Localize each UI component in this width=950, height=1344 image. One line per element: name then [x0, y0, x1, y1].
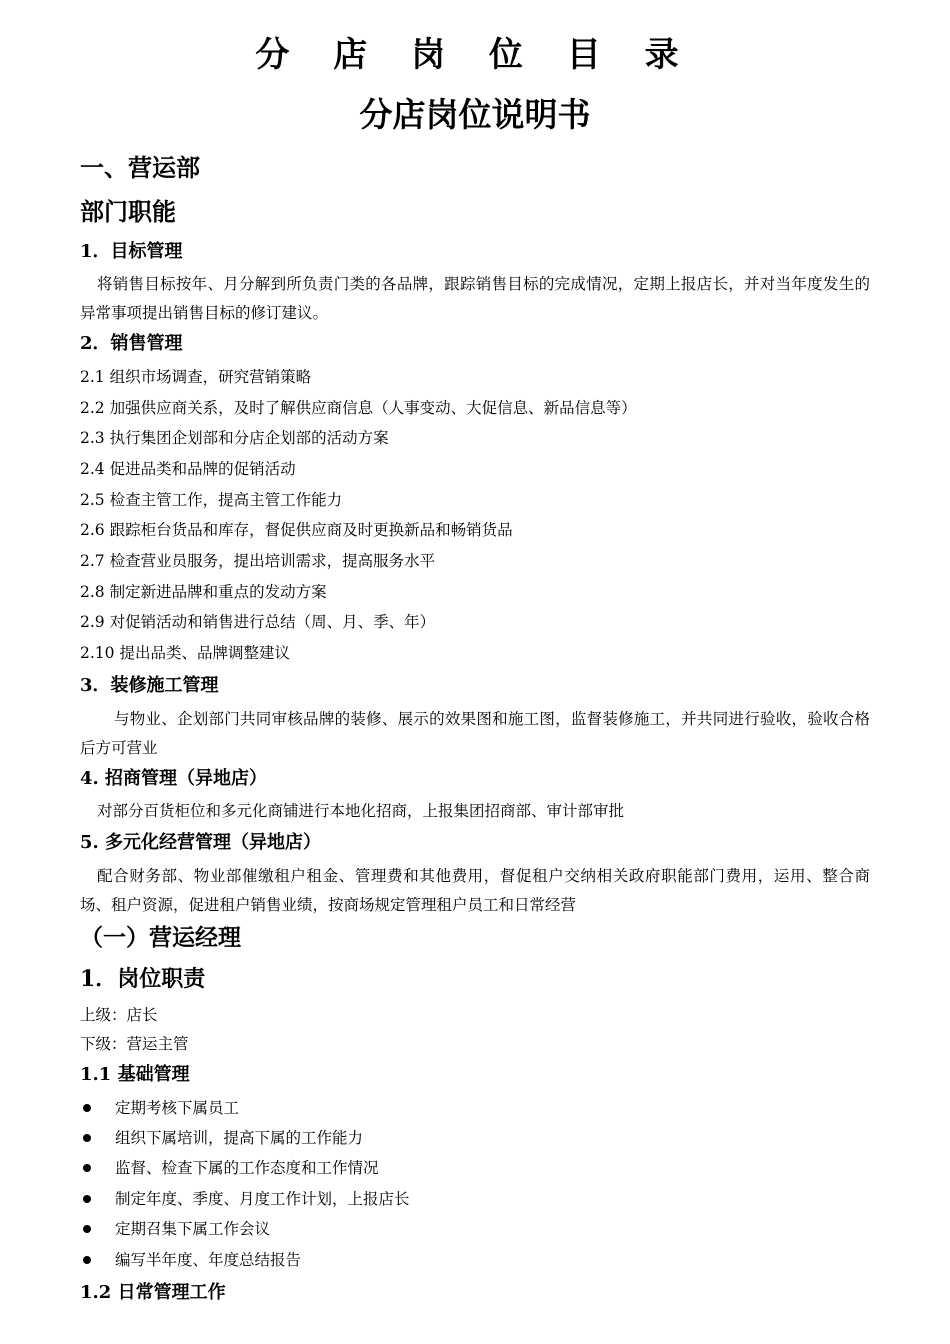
list-item: 编写半年度、年度总结报告 — [80, 1249, 301, 1271]
target-management-text: 将销售目标按年、月分解到所负责门类的各品牌，跟踪销售目标的完成情况，定期上报店长，并对当年度发生的异常事项提出销售目标的修订建议。 — [80, 275, 870, 322]
sales-item: 2.5 检查主管工作，提高主管工作能力 — [80, 491, 343, 509]
job-duties-heading: 1．岗位职责 — [80, 966, 206, 992]
leasing-management-text: 对部分百货柜位和多元化商铺进行本地化招商，上报集团招商部、审计部审批 — [97, 802, 625, 820]
sales-item: 2.4 促进品类和品牌的促销活动 — [80, 460, 296, 478]
list-item: 定期考核下属员工 — [80, 1097, 239, 1119]
diversified-management-heading: 5. 多元化经营管理（异地店） — [80, 832, 322, 853]
sales-item: 2.6 跟踪柜台货品和库存，督促供应商及时更换新品和畅销货品 — [80, 521, 513, 539]
list-item: 组织下属培训，提高下属的工作能力 — [80, 1127, 363, 1149]
list-item: 定期召集下属工作会议 — [80, 1218, 270, 1240]
bullet-icon — [83, 1225, 91, 1233]
sales-management-heading: 2．销售管理 — [80, 333, 183, 354]
daily-management-heading: 1.2 日常管理工作 — [80, 1282, 226, 1303]
subordinate-line: 下级：营运主管 — [80, 1035, 189, 1053]
superior-line: 上级：店长 — [80, 1006, 158, 1024]
leasing-management-heading: 4. 招商管理（异地店） — [80, 768, 268, 789]
diversified-management-text: 配合财务部、物业部催缴租户租金、管理费和其他费用，督促租户交纳相关政府职能部门费用，运用、整合商场、租户资源，促进租户销售业绩，按商场规定管理租户员工和日常经营 — [80, 867, 870, 914]
bullet-icon — [83, 1164, 91, 1172]
sales-item: 2.10 提出品类、品牌调整建议 — [80, 644, 290, 662]
target-management-heading: 1．目标管理 — [80, 241, 183, 262]
decoration-management-heading: 3．装修施工管理 — [80, 675, 219, 696]
basic-management-heading: 1.1 基础管理 — [80, 1064, 190, 1085]
document-title: 分 店 岗 位 目 录 — [255, 35, 695, 75]
sales-item: 2.3 执行集团企划部和分店企划部的活动方案 — [80, 429, 389, 447]
sales-item: 2.9 对促销活动和销售进行总结（周、月、季、年） — [80, 613, 436, 631]
bullet-icon — [83, 1195, 91, 1203]
sales-item: 2.2 加强供应商关系，及时了解供应商信息（人事变动、大促信息、新品信息等） — [80, 399, 637, 417]
sales-item: 2.1 组织市场调查，研究营销策略 — [80, 368, 312, 386]
sales-item: 2.8 制定新进品牌和重点的发动方案 — [80, 583, 327, 601]
sales-item: 2.7 检查营业员服务，提出培训需求，提高服务水平 — [80, 552, 436, 570]
bullet-icon — [83, 1104, 91, 1112]
dept-function-heading: 部门职能 — [80, 197, 176, 226]
list-item: 监督、检查下属的工作态度和工作情况 — [80, 1157, 379, 1179]
list-item: 制定年度、季度、月度工作计划，上报店长 — [80, 1188, 410, 1210]
bullet-icon — [83, 1256, 91, 1264]
document-subtitle: 分店岗位说明书 — [359, 95, 591, 134]
bullet-icon — [83, 1134, 91, 1142]
section-heading-operations: 一、营运部 — [80, 153, 200, 182]
decoration-management-text: 与物业、企划部门共同审核品牌的装修、展示的效果图和施工图，监督装修施工，并共同进行验收，验收合格后方可营业 — [80, 710, 870, 757]
operations-manager-heading: （一）营运经理 — [80, 924, 241, 951]
